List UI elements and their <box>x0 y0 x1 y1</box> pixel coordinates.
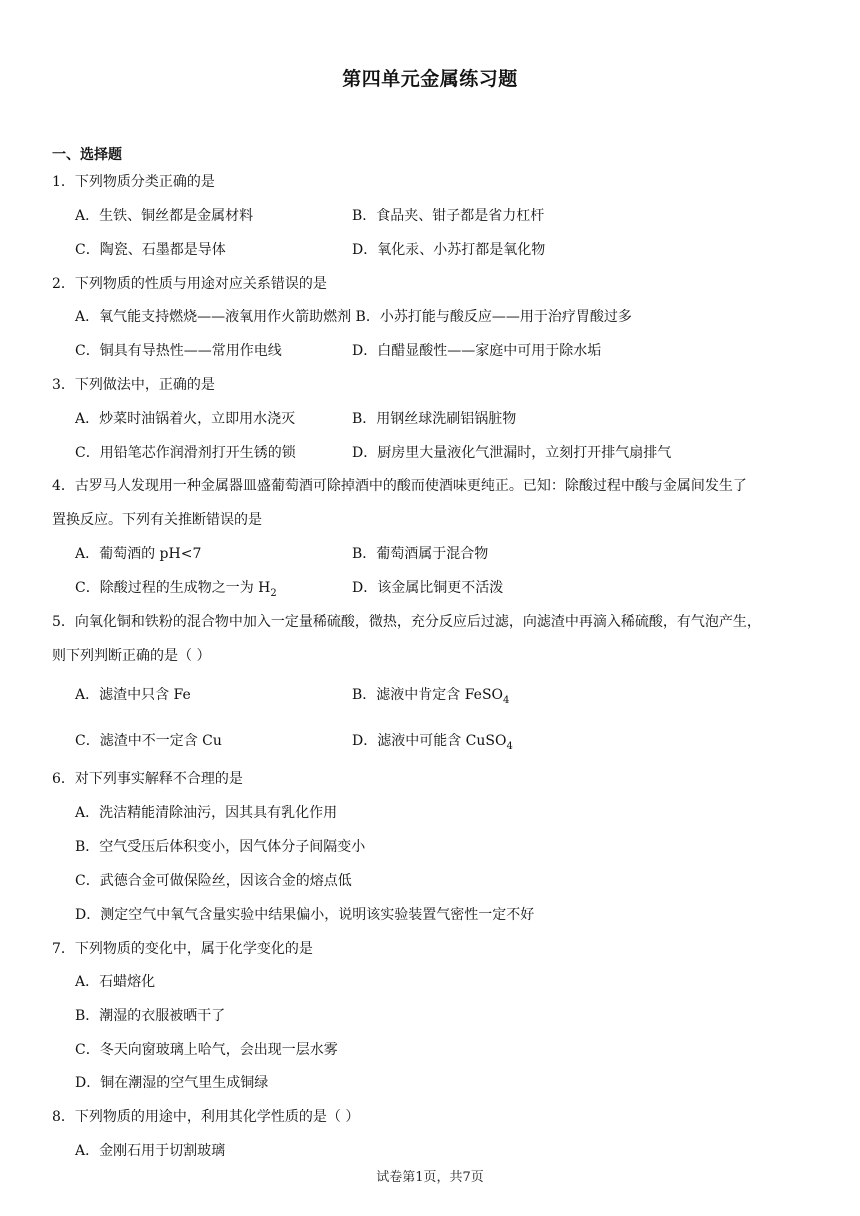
question-4-option-c <box>75 578 277 604</box>
question-4-option-b: B．葡萄酒属于混合物 <box>352 546 489 562</box>
question-5-option-d <box>352 731 513 757</box>
question-4-stem-line-1: 4．古罗马人发现用一种金属器皿盛葡萄酒可除掉酒中的酸而使酒味更纯正。已知：除酸过程中酸与金属间发生了 <box>52 478 747 494</box>
question-4-option-c-text: C．除酸过程的生成物之一为 H <box>75 580 271 596</box>
question-2-option-ab: A．氧气能支持燃烧——液氧用作火箭助燃剂 B．小苏打能与酸反应——用于治疗胃酸过多 <box>75 309 632 325</box>
question-4-stem-line-2: 置换反应。下列有关推断错误的是 <box>52 512 262 528</box>
question-7-option-d: D．铜在潮湿的空气里生成铜绿 <box>75 1075 269 1091</box>
question-5-stem-line-2: 则下列判断正确的是（ ） <box>52 648 211 664</box>
question-5-option-c: C．滤渣中不一定含 Cu <box>75 733 222 749</box>
question-3-option-b: B．用钢丝球洗刷铝锅脏物 <box>352 411 517 427</box>
question-4-option-d: D．该金属比铜更不活泼 <box>352 580 504 596</box>
question-6-option-c: C．武德合金可做保险丝，因该合金的熔点低 <box>75 873 352 889</box>
question-4-option-a: A．葡萄酒的 pH<7 <box>75 546 202 562</box>
question-7-stem: 7．下列物质的变化中，属于化学变化的是 <box>52 941 313 957</box>
question-3-option-a: A．炒菜时油锅着火，立即用水浇灭 <box>75 411 296 427</box>
question-6-option-b: B．空气受压后体积变小，因气体分子间隔变小 <box>75 839 366 855</box>
subscript: 4 <box>506 740 513 752</box>
question-6-option-a: A．洗洁精能清除油污，因其具有乳化作用 <box>75 805 338 821</box>
question-1-option-b: B．食品夹、钳子都是省力杠杆 <box>352 208 545 224</box>
question-1-option-d: D．氧化汞、小苏打都是氧化物 <box>352 242 546 258</box>
question-2-option-c: C．铜具有导热性——常用作电线 <box>75 343 282 359</box>
question-5-stem-line-1: 5．向氧化铜和铁粉的混合物中加入一定量稀硫酸，微热，充分反应后过滤，向滤渣中再滴入稀硫酸，有气泡产生， <box>52 614 761 630</box>
question-3-stem: 3．下列做法中，正确的是 <box>52 377 215 393</box>
question-5-option-b <box>352 685 509 711</box>
question-8-option-a: A．金刚石用于切割玻璃 <box>75 1143 226 1159</box>
question-1-option-a: A．生铁、铜丝都是金属材料 <box>75 208 254 224</box>
section-heading: 一、选择题 <box>52 147 122 163</box>
question-8-stem: 8．下列物质的用途中，利用其化学性质的是（ ） <box>52 1109 360 1125</box>
question-7-option-b: B．潮湿的衣服被晒干了 <box>75 1008 226 1024</box>
question-2-option-d: D．白醋显酸性——家庭中可用于除水垢 <box>352 343 602 359</box>
question-2-stem: 2．下列物质的性质与用途对应关系错误的是 <box>52 276 327 292</box>
question-3-option-d: D．厨房里大量液化气泄漏时，立刻打开排气扇排气 <box>352 445 672 461</box>
question-5-option-a: A．滤渣中只含 Fe <box>75 687 191 703</box>
question-1-stem: 1．下列物质分类正确的是 <box>52 174 215 190</box>
question-5-option-b-text: B．滤液中肯定含 FeSO <box>352 687 504 703</box>
subscript: 4 <box>503 694 510 706</box>
question-5-option-d-text: D．滤液中可能含 CuSO <box>352 733 507 749</box>
question-1-option-c: C．陶瓷、石墨都是导体 <box>75 242 226 258</box>
question-7-option-c: C．冬天向窗玻璃上哈气，会出现一层水雾 <box>75 1042 338 1058</box>
question-3-option-c: C．用铅笔芯作润滑剂打开生锈的锁 <box>75 445 296 461</box>
question-6-option-d: D．测定空气中氧气含量实验中结果偏小，说明该实验装置气密性一定不好 <box>75 907 535 923</box>
page-footer: 试卷第1页，共7页 <box>376 1170 484 1185</box>
subscript: 2 <box>270 587 277 599</box>
question-7-option-a: A．石蜡熔化 <box>75 974 156 990</box>
question-6-stem: 6．对下列事实解释不合理的是 <box>52 771 243 787</box>
page-title: 第四单元金属练习题 <box>342 68 518 90</box>
